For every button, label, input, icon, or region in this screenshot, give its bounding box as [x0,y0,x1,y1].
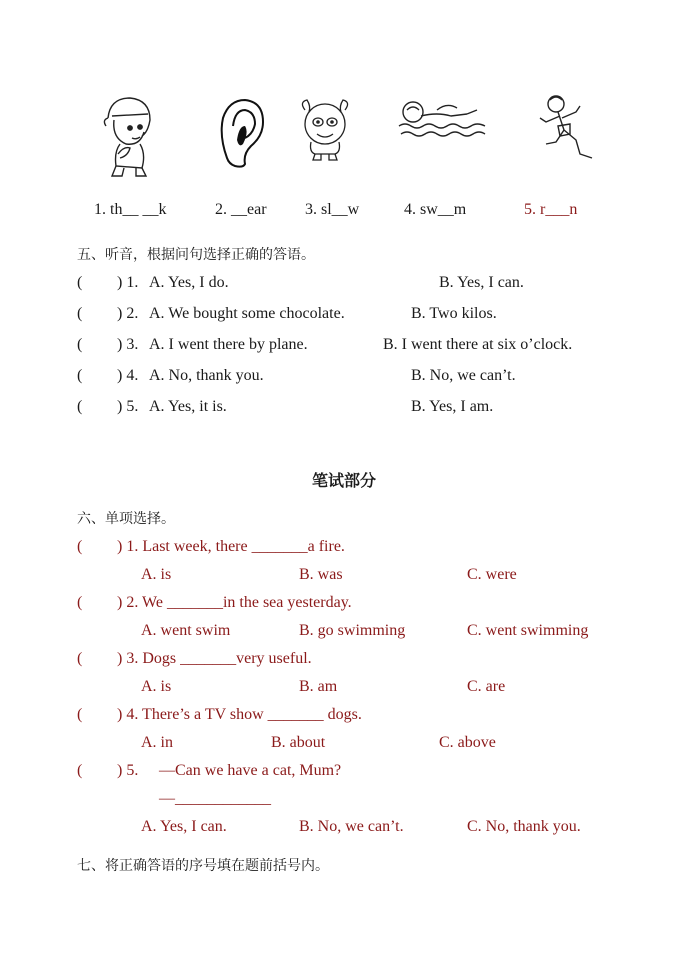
phonics-label-1: 1. th__ __k [94,201,167,218]
option-a: A. went swim [141,622,231,639]
question-number: ) 2. [117,305,139,322]
question-text: ) 2. We _______in the sea yesterday. [117,594,352,611]
option-a: A. in [141,734,173,751]
option-b: B. Yes, I am. [411,398,494,415]
question-number: ) 1. [117,274,139,291]
option-a: A. We bought some chocolate. [149,305,345,322]
phonics-label-5: 5. r___n [524,201,578,218]
option-a: A. is [141,678,172,695]
option-c: C. are [467,678,506,695]
written-section-heading: 笔试部分 [311,471,376,490]
dialog-line-1: —Can we have a cat, Mum? [159,762,342,779]
ear-icon [213,96,269,170]
option-a: A. Yes, I do. [149,274,229,291]
phonics-label-2: 2. __ear [215,201,267,218]
answer-paren[interactable]: ( [77,336,83,353]
answer-paren[interactable]: ( [77,762,83,779]
option-b: B. Yes, I can. [439,274,524,291]
sheep-icon [299,96,351,162]
section7-title: 七、将正确答语的序号填在题前括号内。 [77,858,329,874]
question-number: ) 3. [117,336,139,353]
question-number: ) 5. [117,398,139,415]
question-text: ) 4. There’s a TV show _______ dogs. [117,706,362,723]
answer-paren[interactable]: ( [77,538,83,555]
option-c: C. were [467,566,517,583]
option-a: A. Yes, I can. [141,818,227,835]
option-b: B. No, we can’t. [299,818,404,835]
answer-paren[interactable]: ( [77,274,83,291]
option-b: B. I went there at six o’clock. [383,336,573,353]
question-text: ) 1. Last week, there _______a fire. [117,538,345,555]
phonics-label-4: 4. sw__m [404,201,467,218]
option-a: A. Yes, it is. [149,398,227,415]
answer-paren[interactable]: ( [77,398,83,415]
option-b: B. was [299,566,343,583]
answer-paren[interactable]: ( [77,305,83,322]
section6-title: 六、单项选择。 [77,511,175,527]
answer-paren[interactable]: ( [77,650,83,667]
option-a: A. No, thank you. [149,367,264,384]
option-b: B. go swimming [299,622,406,639]
swimmer-icon [397,96,489,140]
option-b: B. Two kilos. [411,305,497,322]
answer-paren[interactable]: ( [77,706,83,723]
option-a: A. is [141,566,172,583]
option-a: A. I went there by plane. [149,336,308,353]
option-c: C. above [439,734,496,751]
option-b: B. No, we can’t. [411,367,516,384]
runner-icon [536,92,600,166]
dialog-line-2: —____________ [159,790,271,807]
option-b: B. about [271,734,326,751]
section5-title: 五、听音，根据问句选择正确的答语。 [77,247,315,263]
boy-thinking-icon [100,92,158,178]
answer-paren[interactable]: ( [77,594,83,611]
option-c: C. went swimming [467,622,589,639]
phonics-label-3: 3. sl__w [305,201,360,218]
question-number: ) 4. [117,367,139,384]
answer-paren[interactable]: ( [77,367,83,384]
question-text: ) 3. Dogs _______very useful. [117,650,312,667]
option-b: B. am [299,678,338,695]
question-number: ) 5. [117,762,139,779]
option-c: C. No, thank you. [467,818,581,835]
